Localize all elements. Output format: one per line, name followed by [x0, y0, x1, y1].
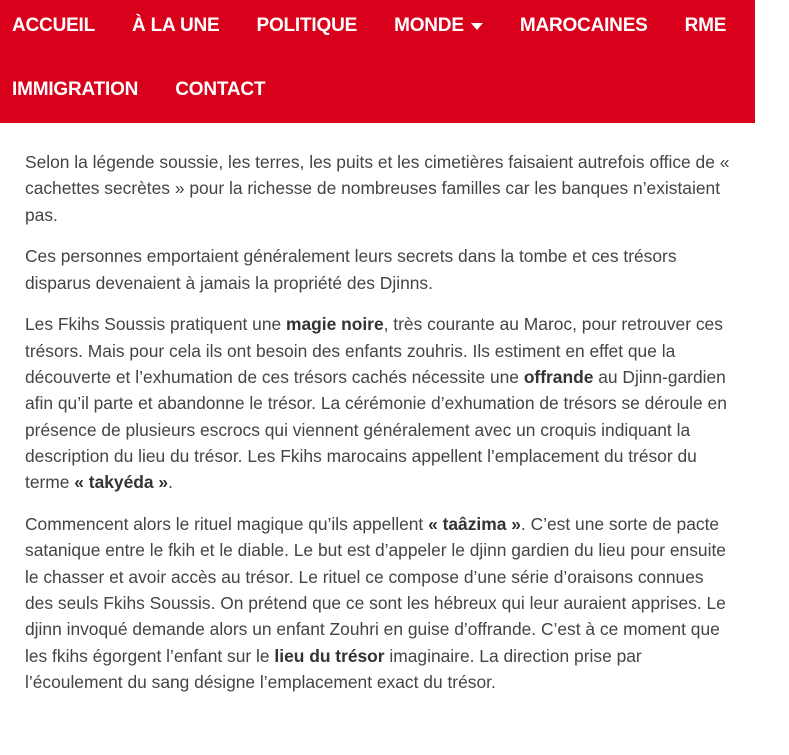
paragraph-4-text-3: imaginaire. La direction prise par l’écoulement du sang désigne l’emplacement exact du trésor.: [25, 645, 642, 692]
main-navigation: [0, 0, 789, 123]
nav-item-sa[interactable]: SA: [763, 15, 789, 36]
bold-taazima: « taâzima »: [428, 514, 521, 535]
paragraph-3-text-4: .: [168, 472, 173, 493]
nav-row-secondary: [0, 64, 755, 116]
paragraph-3: [25, 311, 735, 495]
nav-item-immigration[interactable]: IMMIGRATION: [12, 79, 139, 100]
paragraph-3-text-1: Les Fkihs Soussis pratiquent une: [25, 314, 287, 335]
paragraph-2: Ces personnes emportaient généralement leurs secrets dans la tombe et ces trésors disparus devenaient à jamais la propriété des Djinns.: [25, 246, 677, 293]
paragraph-4-text-2: . C’est une sorte de pacte satanique entre le fkih et le diable. Le but est d’appeler le djinn gardien du lieu pour ensuite le chasser et avoir accès au trésor. Le rituel ce compose d’une série d’oraisons connues des seuls Fkihs Soussis. On prétend que ce sont les hébreux qui leur auraient apprises. Le djinn invoqué demande alors un enfant Zouhri en guise d’offrande. C’est à ce moment que les fkihs égorgent l’enfant sur le: [25, 514, 726, 666]
bold-offrande: offrande: [523, 367, 594, 388]
nav-item-contact[interactable]: CONTACT: [175, 79, 266, 100]
paragraph-4: [25, 511, 735, 695]
nav-item-a-la-une[interactable]: À LA UNE: [132, 15, 220, 36]
article-body: [0, 123, 755, 695]
nav-item-monde-label: MONDE: [394, 15, 464, 36]
nav-item-rme[interactable]: RME: [684, 15, 727, 36]
paragraph-3-text-2: , très courante au Maroc, pour retrouver ces trésors. Mais pour cela ils ont besoin des enfants zouhris. Ils estiment en effet que la découverte et l’exhumation de ces trésors cachés nécessite une: [25, 314, 723, 388]
nav-item-politique[interactable]: POLITIQUE: [256, 15, 358, 36]
nav-row-primary: [0, 0, 789, 52]
chevron-down-icon: [471, 23, 483, 30]
nav-item-monde[interactable]: [394, 15, 483, 37]
nav-item-accueil[interactable]: ACCUEIL: [12, 15, 96, 36]
paragraph-3-text-3: au Djinn-gardien afin qu’il parte et abandonne le trésor. La cérémonie d’exhumation de trésors se déroule en présence de plusieurs escrocs qui viennent généralement avec un croquis indiquant la description du lieu du trésor. Les Fkihs marocains appellent l’emplacement du trésor du terme: [25, 367, 727, 493]
paragraph-4-text-1: Commencent alors le rituel magique qu’ils appellent: [25, 514, 429, 535]
nav-item-marocaines[interactable]: MAROCAINES: [519, 15, 648, 36]
bold-takyeda: « takyéda »: [74, 472, 169, 493]
bold-lieu-du-tresor: lieu du trésor: [274, 645, 385, 666]
bold-magie-noire: magie noire: [286, 314, 384, 335]
paragraph-1: Selon la légende soussie, les terres, les puits et les cimetières faisaient autrefois office de « cachettes secrètes » pour la richesse de nombreuses familles car les banques n’existaient pas.: [25, 152, 730, 225]
